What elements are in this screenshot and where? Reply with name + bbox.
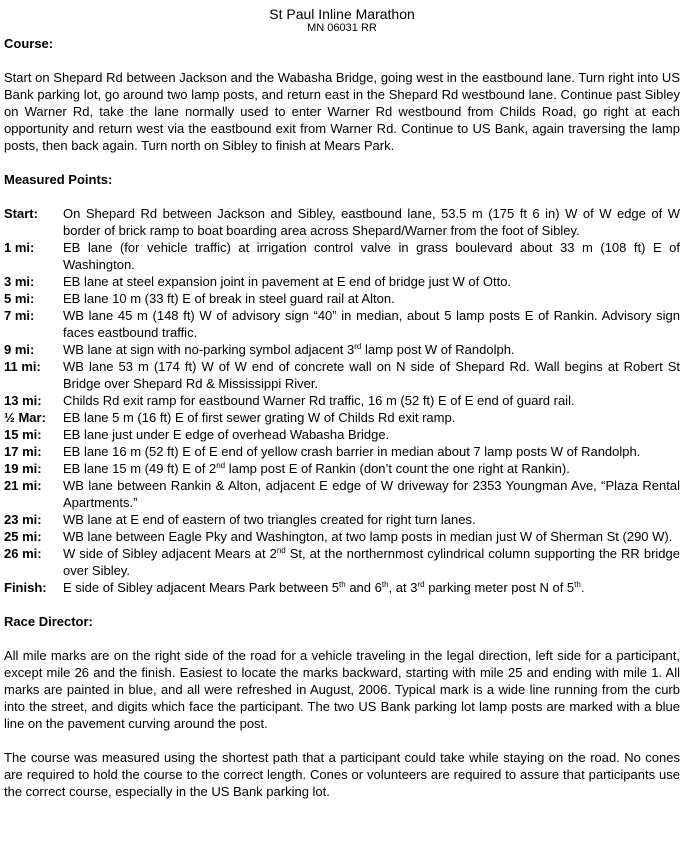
description-text: WB lane at E end of eastern of two triangles created for right turn lanes. <box>63 512 476 527</box>
measured-point-label: 15 mi: <box>4 427 42 442</box>
measured-point-label: 3 mi: <box>4 274 35 289</box>
description-text: EB lane 15 m (49 ft) E of 2 <box>63 461 217 476</box>
ordinal-suffix: nd <box>276 546 286 555</box>
spacer <box>4 188 680 205</box>
measured-point-label: 13 mi: <box>4 393 42 408</box>
ordinal-suffix: rd <box>354 342 362 351</box>
description-text: On Shepard Rd between Jackson and Sibley, eastbound lane, 53.5 m (175 ft 6 in) W of W edge of W border of brick ramp to boat boarding area across Shepard/Warner from the foot of Sibley. <box>63 206 680 238</box>
measured-point-label: 17 mi: <box>4 444 42 459</box>
measured-point-description <box>63 307 680 341</box>
document-subtitle: MN 06031 RR <box>307 22 377 34</box>
measured-point-label: ½ Mar: <box>4 410 46 425</box>
description-text: EB lane 16 m (52 ft) E of E end of yellow crash barrier in median about 7 lamp posts W of Randolph. <box>63 444 641 459</box>
measured-point-label: 5 mi: <box>4 291 35 306</box>
measured-point-description <box>63 528 680 545</box>
ordinal-suffix: th <box>574 580 581 589</box>
description-text: , at 3 <box>388 580 418 595</box>
measured-point-description <box>63 273 680 290</box>
measured-point-label: Start: <box>4 206 38 221</box>
measured-point-row <box>4 545 680 579</box>
description-text: EB lane (for vehicle traffic) at irrigation control valve in grass boulevard about 33 m (108 ft) E of Washington. <box>63 240 680 272</box>
measured-point-row <box>4 290 680 307</box>
measured-point-label: 1 mi: <box>4 240 35 255</box>
description-text: W side of Sibley adjacent Mears at 2 <box>63 546 277 561</box>
measured-point-label: Finish: <box>4 580 47 595</box>
measured-point-description <box>63 426 680 443</box>
description-text: St, at the northernmost cylindrical column supporting the RR bridge over Sibley. <box>63 546 680 578</box>
measured-point-description <box>63 477 680 511</box>
measured-point-description <box>63 205 680 239</box>
description-text: WB lane 45 m (148 ft) W of advisory sign “40” in median, about 5 lamp posts E of Rankin. Advisory sign faces eastbound traffic. <box>63 308 680 340</box>
description-text: WB lane between Eagle Pky and Washington, at two lamp posts in median just W of Sherman St (290 W). <box>63 529 673 544</box>
measured-point-row <box>4 392 680 409</box>
description-text: EB lane 5 m (16 ft) E of first sewer grating W of Childs Rd exit ramp. <box>63 410 456 425</box>
spacer <box>4 732 680 749</box>
measured-point-row <box>4 579 680 596</box>
measured-point-label: 21 mi: <box>4 478 42 493</box>
measured-point-row <box>4 273 680 290</box>
race-director-heading: Race Director: <box>4 614 93 629</box>
measured-point-row <box>4 511 680 528</box>
description-text: . <box>580 580 585 595</box>
measured-point-row <box>4 460 680 477</box>
document-page <box>4 0 680 800</box>
measured-point-row <box>4 426 680 443</box>
ordinal-suffix: rd <box>417 580 425 589</box>
measured-point-description <box>63 409 680 426</box>
spacer <box>4 52 680 69</box>
measured-point-row <box>4 443 680 460</box>
measured-point-description <box>63 358 680 392</box>
measured-point-label: 26 mi: <box>4 546 42 561</box>
description-text: Childs Rd exit ramp for eastbound Warner Rd traffic, 16 m (52 ft) E of E end of guard rail. <box>63 393 575 408</box>
course-heading: Course: <box>4 36 54 51</box>
measured-point-description <box>63 392 680 409</box>
measured-point-row <box>4 409 680 426</box>
measured-point-description <box>63 290 680 307</box>
measured-point-label: 9 mi: <box>4 342 35 357</box>
measured-point-row <box>4 528 680 545</box>
ordinal-suffix: nd <box>216 461 226 470</box>
description-text: and 6 <box>345 580 382 595</box>
measured-point-description <box>63 443 680 460</box>
measured-point-row <box>4 341 680 358</box>
spacer <box>4 154 680 171</box>
description-text: WB lane at sign with no-parking symbol adjacent 3 <box>63 342 355 357</box>
measured-point-label: 7 mi: <box>4 308 35 323</box>
measured-point-label: 23 mi: <box>4 512 42 527</box>
race-director-paragraph: The course was measured using the shortest path that a participant could take while staying on the road. No cones are required to hold the course to the correct length. Cones or volunteers are required to assure that participants use the correct course, especially in the US Bank parking lot. <box>4 750 680 799</box>
measured-point-description <box>63 579 680 596</box>
description-text: EB lane at steel expansion joint in pavement at E end of bridge just W of Otto. <box>63 274 512 289</box>
description-text: lamp post W of Randolph. <box>361 342 515 357</box>
ordinal-suffix: th <box>339 580 346 589</box>
measured-point-row <box>4 307 680 341</box>
measured-point-description <box>63 511 680 528</box>
measured-point-label: 25 mi: <box>4 529 42 544</box>
measured-points-heading: Measured Points: <box>4 172 113 187</box>
race-director-paragraph: All mile marks are on the right side of the road for a vehicle traveling in the legal direction, left side for a participant, except mile 26 and the finish. Easiest to locate the marks backward, starting with mile 25 and ending with mile 1. All marks are painted in blue, and all were refreshed in August, 2006. Typical mark is a wide line running from the curb into the street, and digits which face the participant. The two US Bank parking lot lamp posts are marked with a blue line on the pavement curving around the post. <box>4 648 680 731</box>
ordinal-suffix: th <box>381 580 389 589</box>
measured-point-row <box>4 205 680 239</box>
measured-point-description <box>63 460 680 477</box>
measured-point-row <box>4 239 680 273</box>
measured-point-row <box>4 477 680 511</box>
description-text: E side of Sibley adjacent Mears Park between 5 <box>63 580 340 595</box>
measured-point-row <box>4 358 680 392</box>
measured-point-label: 11 mi: <box>4 359 41 374</box>
description-text: lamp post E of Rankin (don’t count the one right at Rankin). <box>225 461 570 476</box>
course-description: Start on Shepard Rd between Jackson and the Wabasha Bridge, going west in the eastbound lane. Turn right into US Bank parking lot, go around two lamp posts, and return east in the Shepard Rd westbound lane. Continue past Sibley on Warner Rd, take the lane normally used to enter Warner Rd westbound from Childs Road, go right at each opportunity and return west via the eastbound exit from Warner Rd. Continue to US Bank, again traversing the lamp posts, then back again. Turn north on Sibley to finish at Mears Park. <box>4 70 680 153</box>
description-text: parking meter post N of 5 <box>424 580 575 595</box>
measured-point-description <box>63 239 680 273</box>
measured-point-description <box>63 341 680 358</box>
description-text: WB lane between Rankin & Alton, adjacent E edge of W driveway for 2353 Youngman Ave, “Plaza Rental Apartments.” <box>63 478 680 510</box>
measured-points-list <box>4 205 680 596</box>
spacer <box>4 630 680 647</box>
spacer <box>4 596 680 613</box>
description-text: EB lane 10 m (33 ft) E of break in steel guard rail at Alton. <box>63 291 395 306</box>
measured-point-label: 19 mi: <box>4 461 42 476</box>
document-title: St Paul Inline Marathon <box>269 6 415 22</box>
measured-point-description <box>63 545 680 579</box>
description-text: EB lane just under E edge of overhead Wabasha Bridge. <box>63 427 390 442</box>
description-text: WB lane 53 m (174 ft) W of W end of concrete wall on N side of Shepard Rd. Wall begins at Robert St Bridge over Shepard Rd & Mississippi River. <box>63 359 680 391</box>
